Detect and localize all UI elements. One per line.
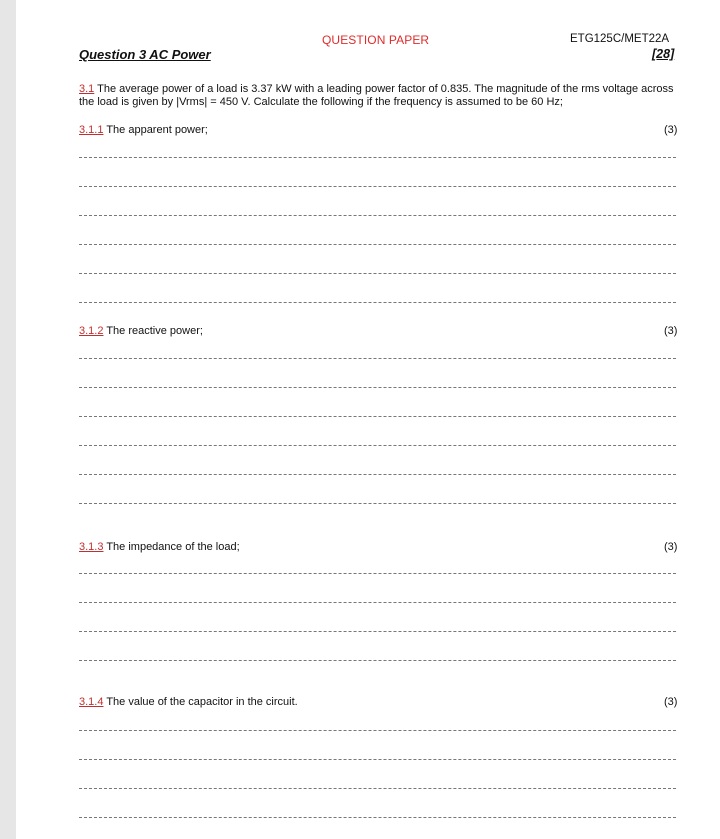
- answer-line: [79, 602, 676, 603]
- subquestion-marks: (3): [664, 325, 678, 337]
- answer-line: [79, 660, 676, 661]
- question-title: Question 3 AC Power: [79, 47, 211, 62]
- answer-line: [79, 387, 676, 388]
- subquestion-3-1-2: [79, 325, 203, 337]
- subquestion-text: The value of the capacitor in the circuit.: [106, 696, 298, 708]
- document-page: [16, 0, 720, 839]
- answer-line: [79, 730, 676, 731]
- subquestion-marks: (3): [664, 696, 678, 708]
- subquestion-number: 3.1.2: [79, 325, 104, 337]
- answer-line: [79, 503, 676, 504]
- subquestion-text: The impedance of the load;: [106, 541, 240, 553]
- subquestion-3-1-1: [79, 124, 208, 136]
- answer-line: [79, 273, 676, 274]
- answer-line: [79, 186, 676, 187]
- subquestion-3-1-3: [79, 541, 240, 553]
- answer-line: [79, 631, 676, 632]
- answer-line: [79, 474, 676, 475]
- answer-line: [79, 358, 676, 359]
- intro-number: 3.1: [79, 83, 95, 95]
- question-total-marks: [28]: [652, 47, 675, 61]
- subquestion-text: The apparent power;: [106, 124, 208, 136]
- answer-line: [79, 573, 676, 574]
- answer-line: [79, 302, 676, 303]
- subquestion-marks: (3): [664, 124, 678, 136]
- answer-line: [79, 215, 676, 216]
- answer-line: [79, 416, 676, 417]
- subquestion-marks: (3): [664, 541, 678, 553]
- subquestion-number: 3.1.4: [79, 696, 104, 708]
- intro-text: The average power of a load is 3.37 kW with a leading power factor of 0.835. The magnitude of the rms voltage across the load is given by |Vrms| = 450 V. Calculate the following if the frequency is assumed to be 60 Hz;: [79, 83, 674, 108]
- answer-line: [79, 244, 676, 245]
- viewer-margin: [0, 0, 16, 839]
- course-code: ETG125C/MET22A: [570, 33, 670, 45]
- answer-line: [79, 817, 676, 818]
- question-paper-label: QUESTION PAPER: [322, 33, 430, 47]
- subquestion-number: 3.1.1: [79, 124, 104, 136]
- answer-line: [79, 157, 676, 158]
- answer-line: [79, 759, 676, 760]
- question-intro: [79, 83, 679, 108]
- subquestion-3-1-4: [79, 696, 298, 708]
- answer-line: [79, 788, 676, 789]
- answer-line: [79, 445, 676, 446]
- subquestion-number: 3.1.3: [79, 541, 104, 553]
- subquestion-text: The reactive power;: [106, 325, 203, 337]
